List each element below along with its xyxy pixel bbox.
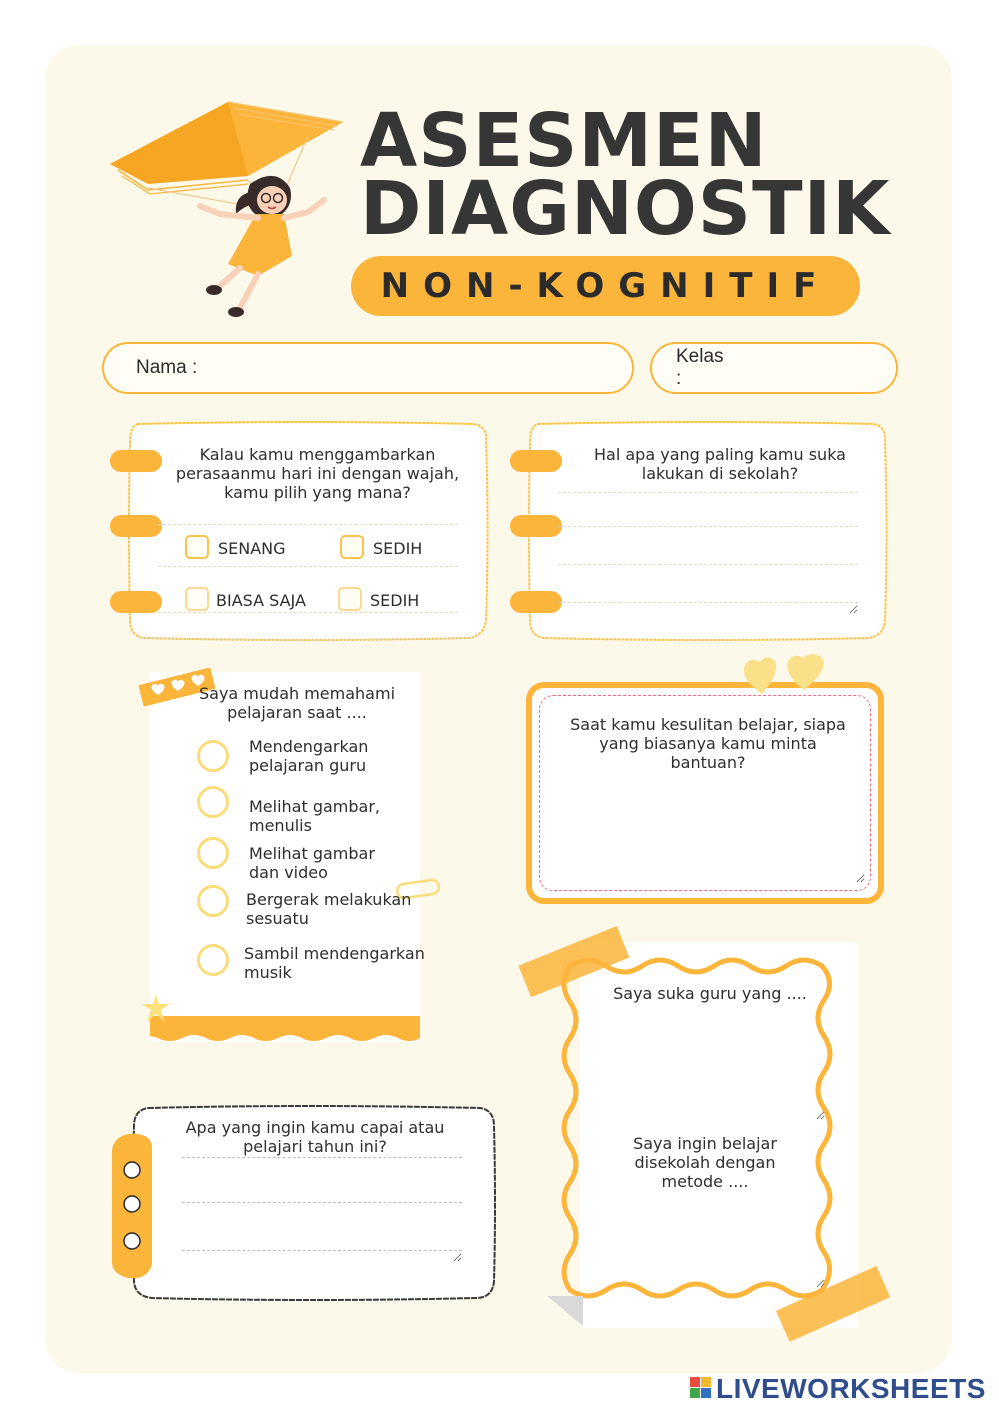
q3-radio-2[interactable] [197,786,229,818]
q2-question: Hal apa yang paling kamu suka lakukan di sekolah? [594,445,846,483]
q6-line [182,1157,462,1158]
title-line-2: DIAGNOSTIK [360,166,891,252]
liveworksheets-logo [690,1374,986,1404]
q3-radio-4[interactable] [197,885,229,917]
subtitle-badge: NON-KOGNITIF [351,256,860,316]
q6-question: Apa yang ingin kamu capai atau pelajari tahun ini? [185,1118,445,1156]
q2-line [558,492,858,493]
q5-question-1: Saya suka guru yang .... [613,984,807,1003]
q1-option-2: SEDIH [373,539,423,558]
q1-divider [158,612,458,613]
q1-option-1: SENANG [218,539,286,558]
class-label: Kelas : [676,346,724,389]
q3-option-4: Bergerak melakukan sesuatu [246,890,412,928]
q1-option-3: BIASA SAJA [216,591,306,610]
brand-name: LIVEWORKSHEETS [716,1373,986,1404]
page-curl [547,1294,585,1328]
name-field [102,342,634,394]
q3-question: Saya mudah memahami pelajaran saat .... [198,684,396,722]
q1-divider [158,566,458,567]
q4-answer-input[interactable] [545,778,865,883]
q4-question: Saat kamu kesulitan belajar, siapa yang biasanya kamu minta bantuan? [570,715,846,772]
q2-answer-input[interactable] [558,496,858,614]
q1-question: Kalau kamu menggambarkan perasaanmu hari ini dengan wajah, kamu pilih yang mana? [175,445,460,502]
name-input[interactable] [207,353,632,383]
q1-checkbox-4[interactable] [338,587,362,611]
q5-answer-2-input[interactable] [595,1198,825,1288]
q1-checkbox-3[interactable] [185,587,209,611]
q5-answer-1-input[interactable] [595,1010,825,1120]
title-line-1: ASESMEN [360,98,768,184]
q3-option-2: Melihat gambar, menulis [249,797,381,835]
q6-answer-input[interactable] [182,1162,462,1262]
q1-option-4: SEDIH [370,591,420,610]
q1-checkbox-2[interactable] [340,535,364,559]
q1-divider [158,524,458,525]
heart-icon [740,652,832,698]
q3-scallop-border [150,1008,420,1044]
q3-option-3: Melihat gambar dan video [249,844,375,882]
q3-radio-5[interactable] [197,944,229,976]
q3-radio-3[interactable] [197,837,229,869]
q3-option-1: Mendengarkan pelajaran guru [249,737,369,775]
q3-option-5: Sambil mendengarkan musik [244,944,425,982]
logo-cube-icon [690,1377,712,1401]
name-label: Nama : [136,357,198,378]
class-input[interactable] [734,353,911,383]
q3-radio-1[interactable] [197,740,229,772]
q1-checkbox-1[interactable] [185,535,209,559]
class-field [650,342,898,394]
star-icon [140,992,172,1024]
q5-question-2: Saya ingin belajar disekolah dengan metode .... [633,1134,777,1191]
girl-with-book-illustration [108,96,348,318]
